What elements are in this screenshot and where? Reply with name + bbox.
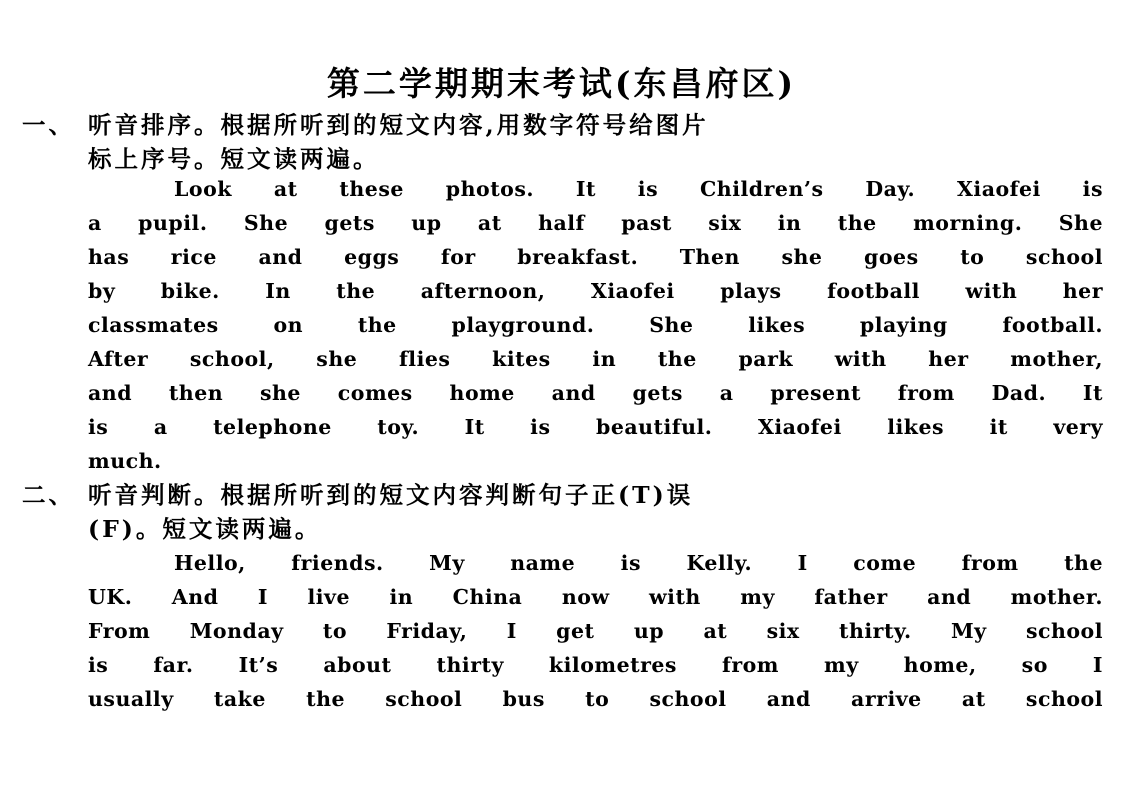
passage-line: After school, she flies kites in the park with her mother, <box>88 347 1103 371</box>
passage-line: by bike. In the afternoon, Xiaofei plays football with her <box>88 279 1103 303</box>
passage-line: classmates on the playground. She likes playing football. <box>88 313 1103 337</box>
section-1-passage <box>88 172 1103 478</box>
section-2-instruction-line-2: (F)。短文读两遍。 <box>88 515 322 543</box>
passage-line: much. <box>88 449 162 473</box>
passage-line: a pupil. She gets up at half past six in the morning. She <box>88 211 1103 235</box>
passage-line: Hello, friends. My name is Kelly. I come from the <box>174 551 1103 575</box>
section-2-heading <box>22 478 1112 546</box>
section-1-instruction-line-2: 标上序号。短文读两遍。 <box>88 145 380 173</box>
passage-line: UK. And I live in China now with my father and mother. <box>88 585 1103 609</box>
passage-line: has rice and eggs for breakfast. Then she goes to school <box>88 245 1103 269</box>
passage-line: Look at these photos. It is Children’s Day. Xiaofei is <box>174 177 1103 201</box>
passage-line: From Monday to Friday, I get up at six thirty. My school <box>88 619 1103 643</box>
page-title: 第二学期期末考试(东昌府区) <box>326 64 797 103</box>
passage-line: usually take the school bus to school and arrive at school <box>88 687 1103 711</box>
section-1-instruction-line-1: 听音排序。根据所听到的短文内容,用数字符号给图片 <box>88 111 709 139</box>
passage-line: and then she comes home and gets a present from Dad. It <box>88 381 1103 405</box>
section-1-heading <box>22 108 1112 176</box>
passage-line: is far. It’s about thirty kilometres from my home, so I <box>88 653 1103 677</box>
section-1-number: 一、 <box>22 111 75 139</box>
section-2-number: 二、 <box>22 481 75 509</box>
section-2-passage <box>88 546 1103 716</box>
passage-line: is a telephone toy. It is beautiful. Xiaofei likes it very <box>88 415 1103 439</box>
section-2-instruction-line-1: 听音判断。根据所听到的短文内容判断句子正(T)误 <box>88 481 694 509</box>
